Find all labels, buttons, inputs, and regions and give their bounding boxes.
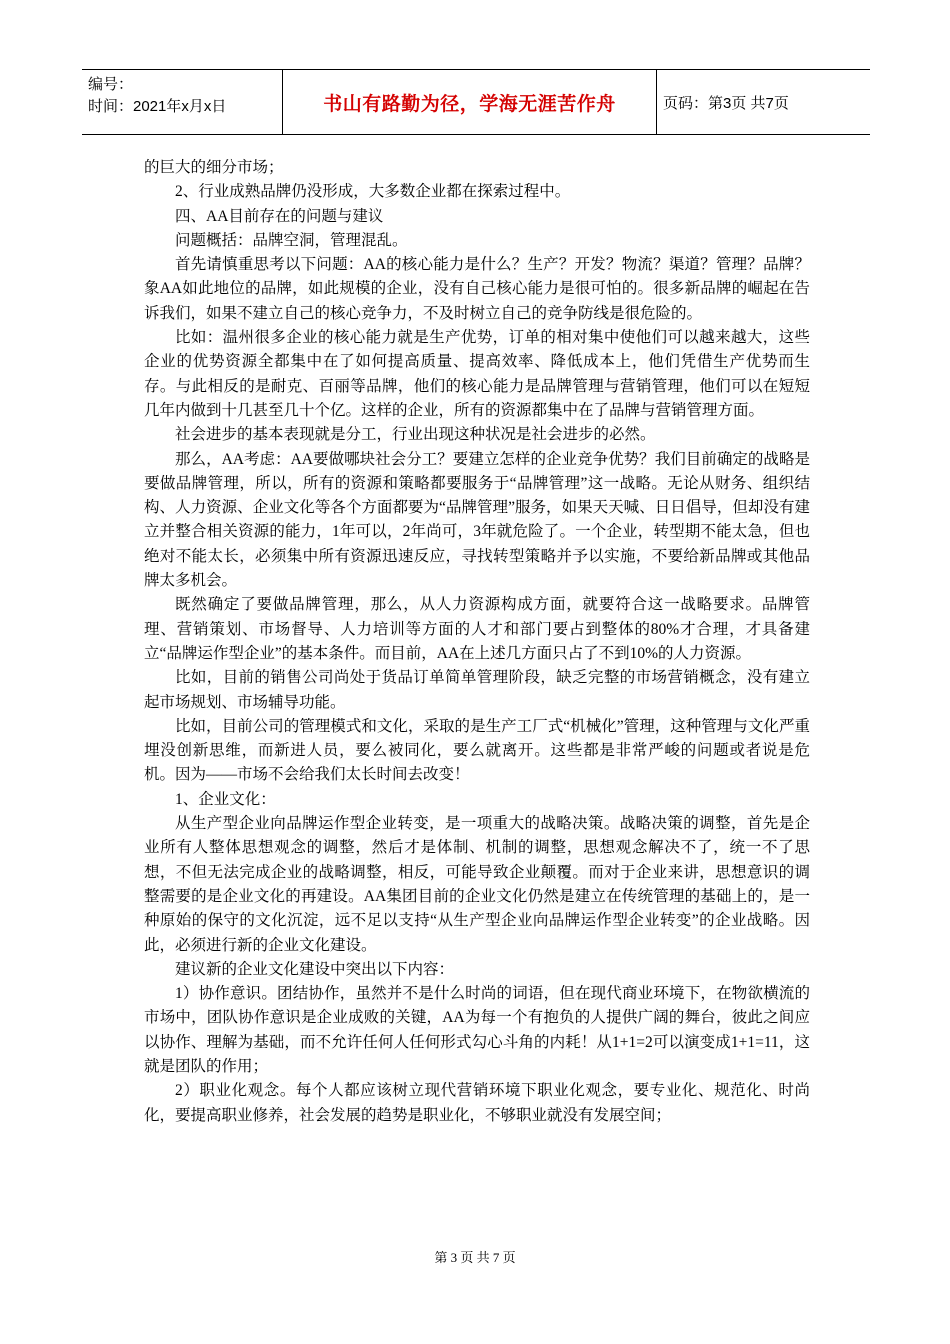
- paragraph: 社会进步的基本表现就是分工，行业出现这种状况是社会进步的必然。: [175, 426, 656, 444]
- paragraph: 2）职业化观念。每个人都应该树立现代营销环境下职业化观念，要专业化、规范化、时尚化，要提高职业修养，社会发展的趋势是职业化，不够职业就没有发展空间；: [144, 1082, 810, 1124]
- number-label: 编号：: [88, 76, 134, 93]
- page-footer: 第 3 页 共 7 页: [434, 1250, 516, 1265]
- page-header: [82, 69, 870, 135]
- subsection-heading: 1、企业文化：: [175, 790, 276, 808]
- paragraph: 首先请慎重思考以下问题：AA的核心能力是什么？生产？开发？物流？渠道？管理？品牌？象AA如此地位的品牌，如此规模的企业，没有自己核心能力是很可怕的。很多新品牌的崛起在告诉我们，如果不建立自己的核心竞争力，不及时树立自己的竞争防线是很危险的。: [144, 256, 810, 322]
- paragraph: 既然确定了要做品牌管理，那么，从人力资源构成方面，就要符合这一战略要求。品牌管理、营销策划、市场督导、人力培训等方面的人才和部门要占到整体的80%才合理，才具备建立“品牌运作型企业”的基本条件。而目前，AA在上述几方面只占了不到10%的人力资源。: [144, 596, 810, 662]
- header-meta: [82, 70, 283, 134]
- time-label: 时间：2021年x月x日: [88, 98, 227, 115]
- paragraph: 1）协作意识。团结协作，虽然并不是什么时尚的词语，但在现代商业环境下，在物欲横流的市场中，团队协作意识是企业成败的关键，AA为每一个有抱负的人提供广阔的舞台，彼此之间应以协作、理解为基础，而不允许任何人任何形式勾心斗角的内耗！从1+1=2可以演变成1+1=11，这就是团队的作用；: [144, 985, 810, 1075]
- paragraph: 比如，目前的销售公司尚处于货品订单简单管理阶段，缺乏完整的市场营销概念，没有建立起市场规划、市场辅导功能。: [144, 669, 810, 711]
- paragraph-continuation: 的巨大的细分市场；: [144, 159, 284, 176]
- paragraph: 建议新的企业文化建设中突出以下内容：: [175, 960, 455, 978]
- header-motto: 书山有路勤为径，学海无涯苦作舟: [283, 70, 657, 134]
- paragraph: 那么，AA考虑：AA要做哪块社会分工？要建立怎样的企业竞争优势？我们目前确定的战略是要做品牌管理，所以，所有的资源和策略都要服务于“品牌管理”这一战略。无论从财务、组织结构、人力资源、企业文化等各个方面都要为“品牌管理”服务，如果天天喊、日日倡导，但却没有建立并整合相关资源的能力，1年可以，2年尚可，3年就危险了。一个企业，转型期不能太急，但也绝对不能太长，必须集中所有资源迅速反应，寻找转型策略并予以实施，不要给新品牌或其他品牌太多机会。: [144, 450, 810, 590]
- header-page-info: 页码：第3页 共7页: [663, 94, 789, 112]
- paragraph: 比如：温州很多企业的核心能力就是生产优势，订单的相对集中使他们可以越来越大，这些企业的优势资源全都集中在了如何提高质量、提高效率、降低成本上，他们凭借生产优势而生存。与此相反的是耐克、百丽等品牌，他们的核心能力是品牌管理与营销管理，他们可以在短短几年内做到十几甚至几十个亿。这样的企业，所有的资源都集中在了品牌与营销管理方面。: [144, 329, 810, 419]
- paragraph: 问题概括：品牌空洞，管理混乱。: [175, 231, 408, 249]
- paragraph: 从生产型企业向品牌运作型企业转变，是一项重大的战略决策。战略决策的调整，首先是企业所有人整体思想观念的调整，然后才是体制、机制的调整，思想观念解决不了，统一不了思想，不但无法完成企业的战略调整，相反，可能导致企业颠覆。而对于企业来讲，思想意识的调整需要的是企业文化的再建设。AA集团目前的企业文化仍然是建立在传统管理的基础上的，是一种原始的保守的文化沉淀，远不足以支持“从生产型企业向品牌运作型企业转变”的企业战略。因此，必须进行新的企业文化建设。: [144, 815, 810, 954]
- section-heading: 四、AA目前存在的问题与建议: [175, 207, 384, 225]
- paragraph: 比如，目前公司的管理模式和文化，采取的是生产工厂式“机械化”管理，这种管理与文化严重埋没创新思维，而新进人员，要么被同化，要么就离开。这些都是非常严峻的问题或者说是危机。因为——市场不会给我们太长时间去改变！: [144, 717, 810, 784]
- paragraph: 2、行业成熟品牌仍没形成，大多数企业都在探索过程中。: [175, 183, 571, 201]
- document-body: [144, 156, 810, 1128]
